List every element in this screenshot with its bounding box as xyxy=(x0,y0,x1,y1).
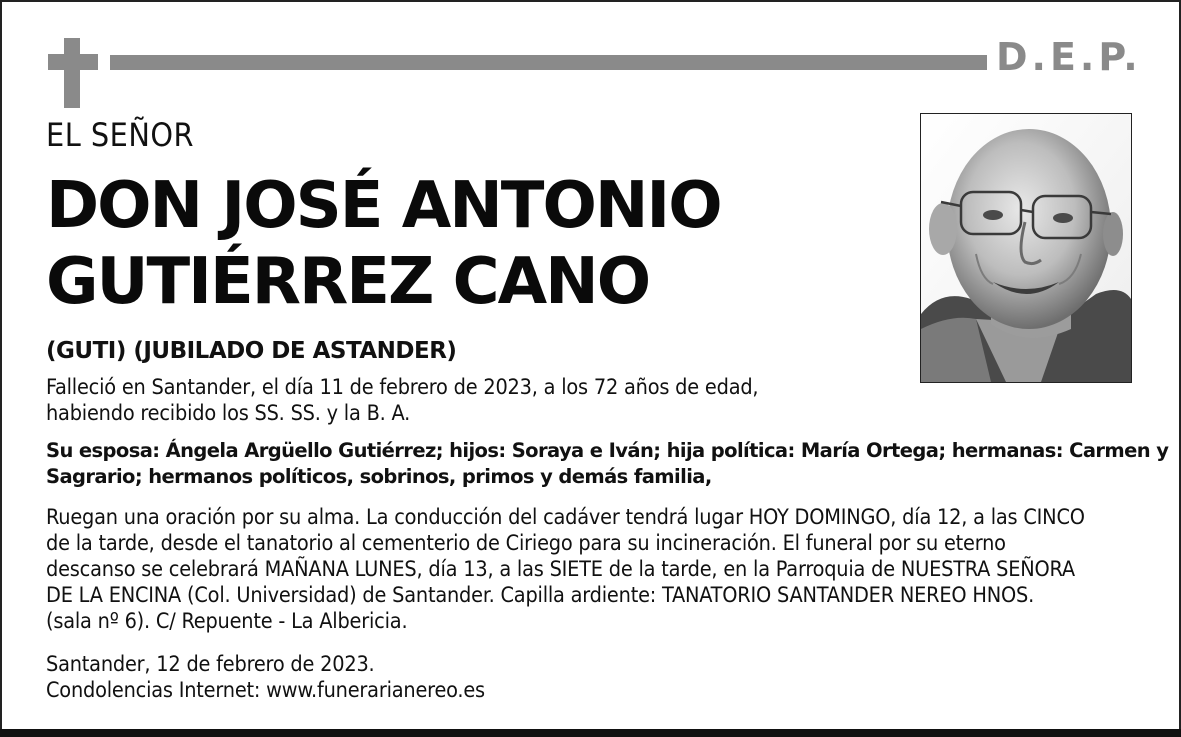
text-line: Falleció en Santander, el día 11 de febrero de 2023, a los 72 años de edad, xyxy=(46,375,759,400)
text-line: (sala nº 6). C/ Repuente - La Albericia. xyxy=(46,609,408,634)
header-rule xyxy=(110,55,987,70)
footer xyxy=(46,652,846,704)
text-line: Sagrario; hermanos políticos, sobrinos, primos y demás familia, xyxy=(46,465,712,488)
honorific: EL SEÑOR xyxy=(46,116,195,154)
name-line: DON JOSÉ ANTONIO xyxy=(46,169,721,243)
death-details xyxy=(46,375,846,427)
ceremony-details xyxy=(46,505,1146,635)
nickname: (GUTI) (JUBILADO DE ASTANDER) xyxy=(46,338,457,364)
text-line: descanso se celebrará MAÑANA LUNES, día 13, a las SIETE de la tarde, en la Parroquia de NUESTRA SEÑORA xyxy=(46,557,1075,582)
text-line: de la tarde, desde el tanatorio al cementerio de Ciriego para su incineración. El funeral por su eterno xyxy=(46,531,1006,556)
bottom-border xyxy=(0,729,1181,737)
name-line: GUTIÉRREZ CANO xyxy=(46,245,650,319)
cross-icon xyxy=(64,38,80,108)
family-list xyxy=(46,438,1169,490)
text-line: DE LA ENCINA (Col. Universidad) de Santander. Capilla ardiente: TANATORIO SANTANDER NEREO HNOS. xyxy=(46,583,1035,608)
dep-label: D.E.P. xyxy=(996,35,1142,79)
date-line: Santander, 12 de febrero de 2023. xyxy=(46,652,375,677)
text-line: Su esposa: Ángela Argüello Gutiérrez; hijos: Soraya e Iván; hija política: María Ortega; hermanas: Carmen y xyxy=(46,439,1169,462)
text-line: Ruegan una oración por su alma. La conducción del cadáver tendrá lugar HOY DOMINGO, día 12, a las CINCO xyxy=(46,505,1085,530)
condolences-line: Condolencias Internet: www.funerarianereo.es xyxy=(46,678,485,703)
text-line: habiendo recibido los SS. SS. y la B. A. xyxy=(46,401,411,426)
portrait-photo xyxy=(920,113,1132,383)
cross-icon-bar xyxy=(48,54,98,70)
deceased-name xyxy=(46,168,886,320)
